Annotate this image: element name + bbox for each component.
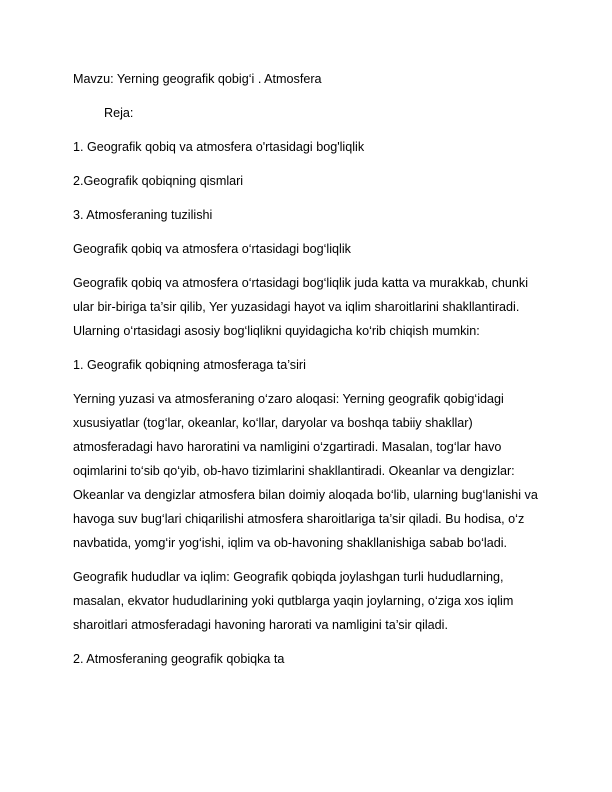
intro-paragraph: Geografik qobiq va atmosfera o‘rtasidagi bog‘liqlik juda katta va murakkab, chunki ular bir-biriga ta’sir qilib, Yer yuzasidagi hayot va iqlim sharoitlarini shakllantiradi. Ularning o‘rtasidagi asosiy bog‘liqlikni quyidagicha ko‘rib chiqish mumkin: [73, 276, 529, 338]
document-title: Mavzu: Yerning geografik qobig‘i . Atmosfera [73, 72, 322, 86]
subheading-2: 2. Atmosferaning geografik qobiqka ta [73, 652, 285, 666]
plan-item-1: 1. Geografik qobiq va atmosfera o'rtasidagi bog'liqlik [73, 140, 365, 154]
plan-item-3: 3. Atmosferaning tuzilishi [73, 208, 213, 222]
paragraph-2: Geografik hududlar va iqlim: Geografik qobiqda joylashgan turli hududlarning, masalan, ekvator hududlarining yoki qutblarga yaqin joylarning, o‘ziga xos iqlim sharoitlari atmosferadagi havoning harorati va namligini ta’sir qiladi. [73, 570, 514, 632]
subheading-1: 1. Geografik qobiqning atmosferaga ta’siri [73, 358, 306, 372]
plan-item-2: 2.Geografik qobiqning qismlari [73, 174, 244, 188]
document-body [73, 67, 543, 681]
section-heading: Geografik qobiq va atmosfera o‘rtasidagi bog‘liqlik [73, 242, 351, 256]
paragraph-1: Yerning yuzasi va atmosferaning o‘zaro aloqasi: Yerning geografik qobig‘idagi xususiyatlar (tog‘lar, okeanlar, ko‘llar, daryolar va boshqa tabiiy shakllar) atmosferadagi havo haroratini va namligini o‘zgartiradi. Masalan, tog‘lar havo oqimlarini to‘sib qo‘yib, ob-havo tizimlarini shakllantiradi. Okeanlar va dengizlar: Okeanlar va dengizlar atmosfera bilan doimiy aloqada bo‘lib, ularning bug‘lanishi va havoga suv bug‘lari chiqarilishi atmosfera sharoitlariga ta’sir qiladi. Bu hodisa, o‘z navbatida, yomg‘ir yog‘ishi, iqlim va ob-havoning shakllanishiga sabab bo‘ladi. [73, 392, 538, 550]
plan-label: Reja: [104, 106, 134, 120]
